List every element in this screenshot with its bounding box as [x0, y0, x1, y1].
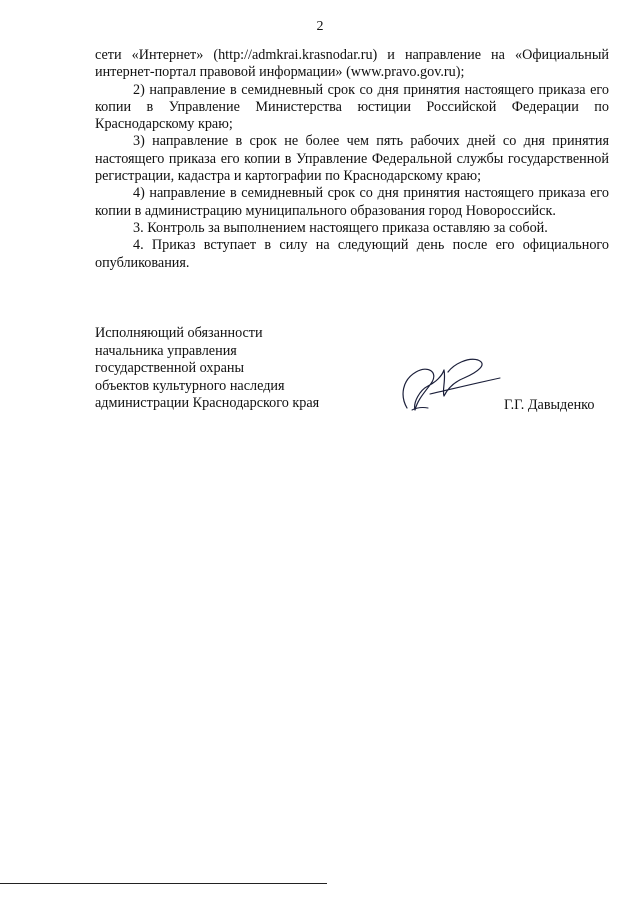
document-body [95, 47, 609, 272]
signatory-title-line: администрации Краснодарского края [95, 395, 320, 411]
handwritten-signature [382, 350, 502, 414]
paragraph-effective-date-clause: 4. Приказ вступает в силу на следующий день после его официального опубликования. [95, 237, 609, 271]
signatory-name: Г.Г. Давыденко [504, 397, 595, 413]
page-number: 2 [316, 19, 324, 34]
paragraph-control-clause: 3. Контроль за выполнением настоящего приказа оставляю за собой. [133, 219, 548, 236]
footer-divider [0, 883, 327, 884]
signatory-title-line: государственной охраны [95, 360, 245, 376]
signatory-title-block [95, 325, 319, 413]
signatory-title-line: объектов культурного наследия [95, 377, 285, 394]
paragraph-continuation: сети «Интернет» (http://admkrai.krasnodar.ru) и направление на «Официальный интернет-портал правовой информации» (www.pravo.gov.ru); [95, 47, 609, 81]
paragraph-item-4: 4) направление в семидневный срок со дня принятия настоящего приказа его копии в администрацию муниципального образования город Новороссийск. [95, 185, 609, 219]
signatory-title-line: начальника управления [95, 342, 237, 359]
signatory-title-line: Исполняющий обязанности [95, 325, 263, 341]
paragraph-item-2: 2) направление в семидневный срок со дня принятия настоящего приказа его копии в Управление Министерства юстиции Российской Федерации по Краснодарскому краю; [95, 81, 609, 133]
paragraph-item-3: 3) направление в срок не более чем пять рабочих дней со дня принятия настоящего приказа его копии в Управление Федеральной службы государственной регистрации, кадастра и картографии по Краснодарскому краю; [95, 133, 609, 185]
